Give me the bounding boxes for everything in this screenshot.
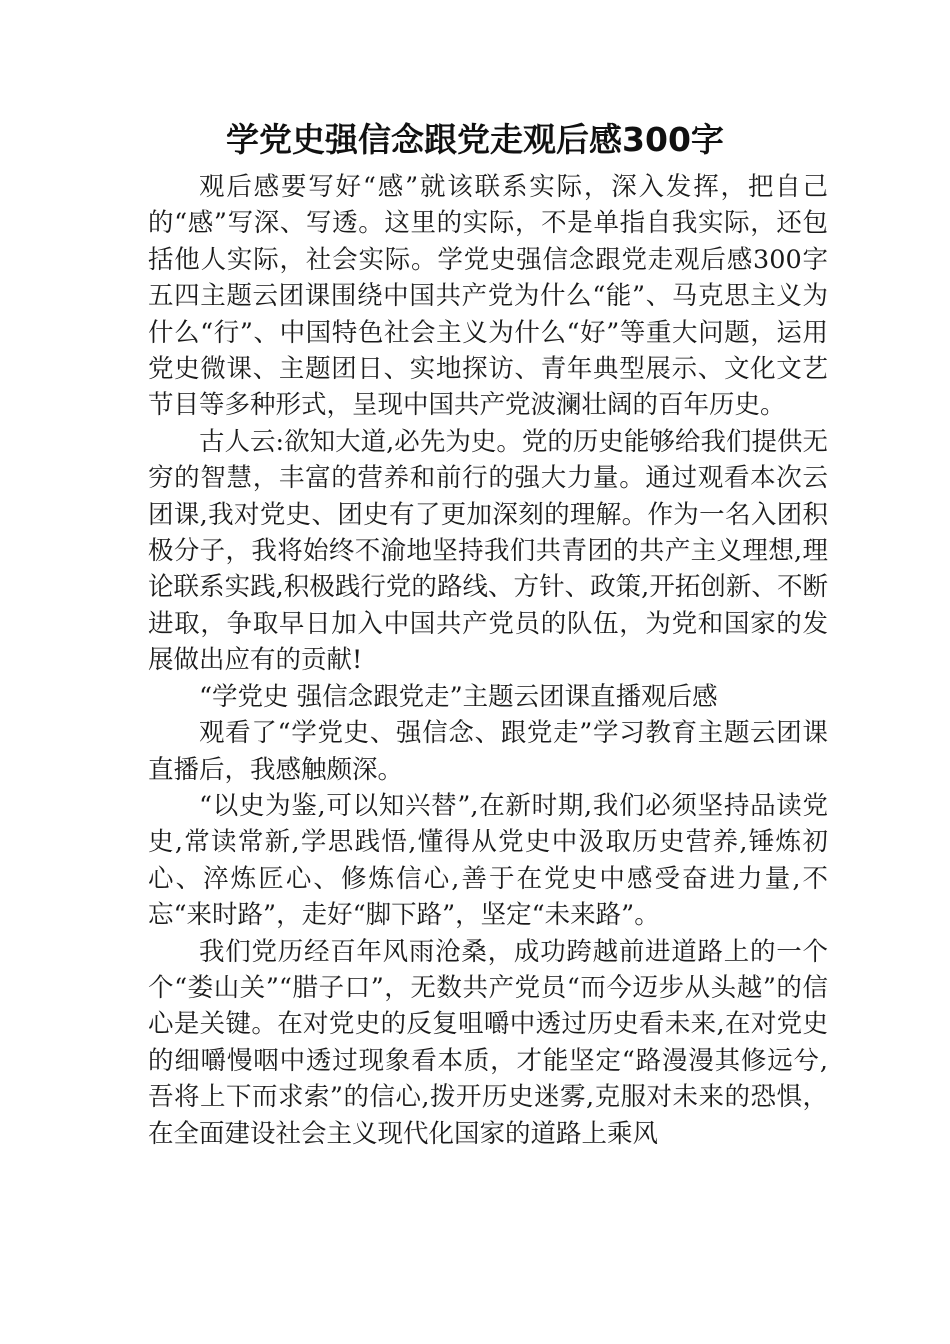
paragraph-2: 古人云:欲知大道,必先为史。党的历史能够给我们提供无穷的智慧，丰富的营养和前行的强大力量。通过观看本次云团课,我对党史、团史有了更加深刻的理解。作为一名入团积极分子，我将始终不渝地坚持我们共青团的共产主义理想,理论联系实践,积极践行党的路线、方针、政策,开拓创新、不断进取，争取早日加入中国共产党员的队伍，为党和国家的发展做出应有的贡献! [148, 426, 828, 676]
paragraph-4: “以史为鉴,可以知兴替”,在新时期,我们必须坚持品读党史,常读常新,学思践悟,懂得从党史中汲取历史营养,锤炼初心、淬炼匠心、修炼信心,善于在党史中感受奋进力量,不忘“来时路”，走好“脚下路”，坚定“未来路”。 [148, 790, 828, 931]
document-body [148, 169, 828, 1152]
paragraph-1: 观后感要写好“感”就该联系实际，深入发挥，把自己的“感”写深、写透。这里的实际，不是单指自我实际，还包括他人实际，社会实际。学党史强信念跟党走观后感300字五四主题云团课围绕中国共产党为什么“能”、马克思主义为什么“行”、中国特色社会主义为什么“好”等重大问题，运用党史微课、主题团日、实地探访、青年典型展示、文化文艺节目等多种形式，呈现中国共产党波澜壮阔的百年历史。 [148, 172, 828, 421]
paragraph-5: 我们党历经百年风雨沧桑，成功跨越前进道路上的一个个“娄山关”“腊子口”，无数共产党员“而今迈步从头越”的信心是关键。在对党史的反复咀嚼中透过历史看未来,在对党史的细嚼慢咽中透过现象看本质，才能坚定“路漫漫其修远兮,吾将上下而求索”的信心,拨开历史迷雾,克服对未来的恐惧，在全面建设社会主义现代化国家的道路上乘风 [148, 936, 828, 1149]
paragraph-subheading: “学党史 强信念跟党走”主题云团课直播观后感 [199, 681, 718, 712]
document-title: 学党史强信念跟党走观后感300字 [226, 120, 724, 159]
paragraph-3: 观看了“学党史、强信念、跟党走”学习教育主题云团课直播后，我感触颇深。 [148, 718, 828, 785]
